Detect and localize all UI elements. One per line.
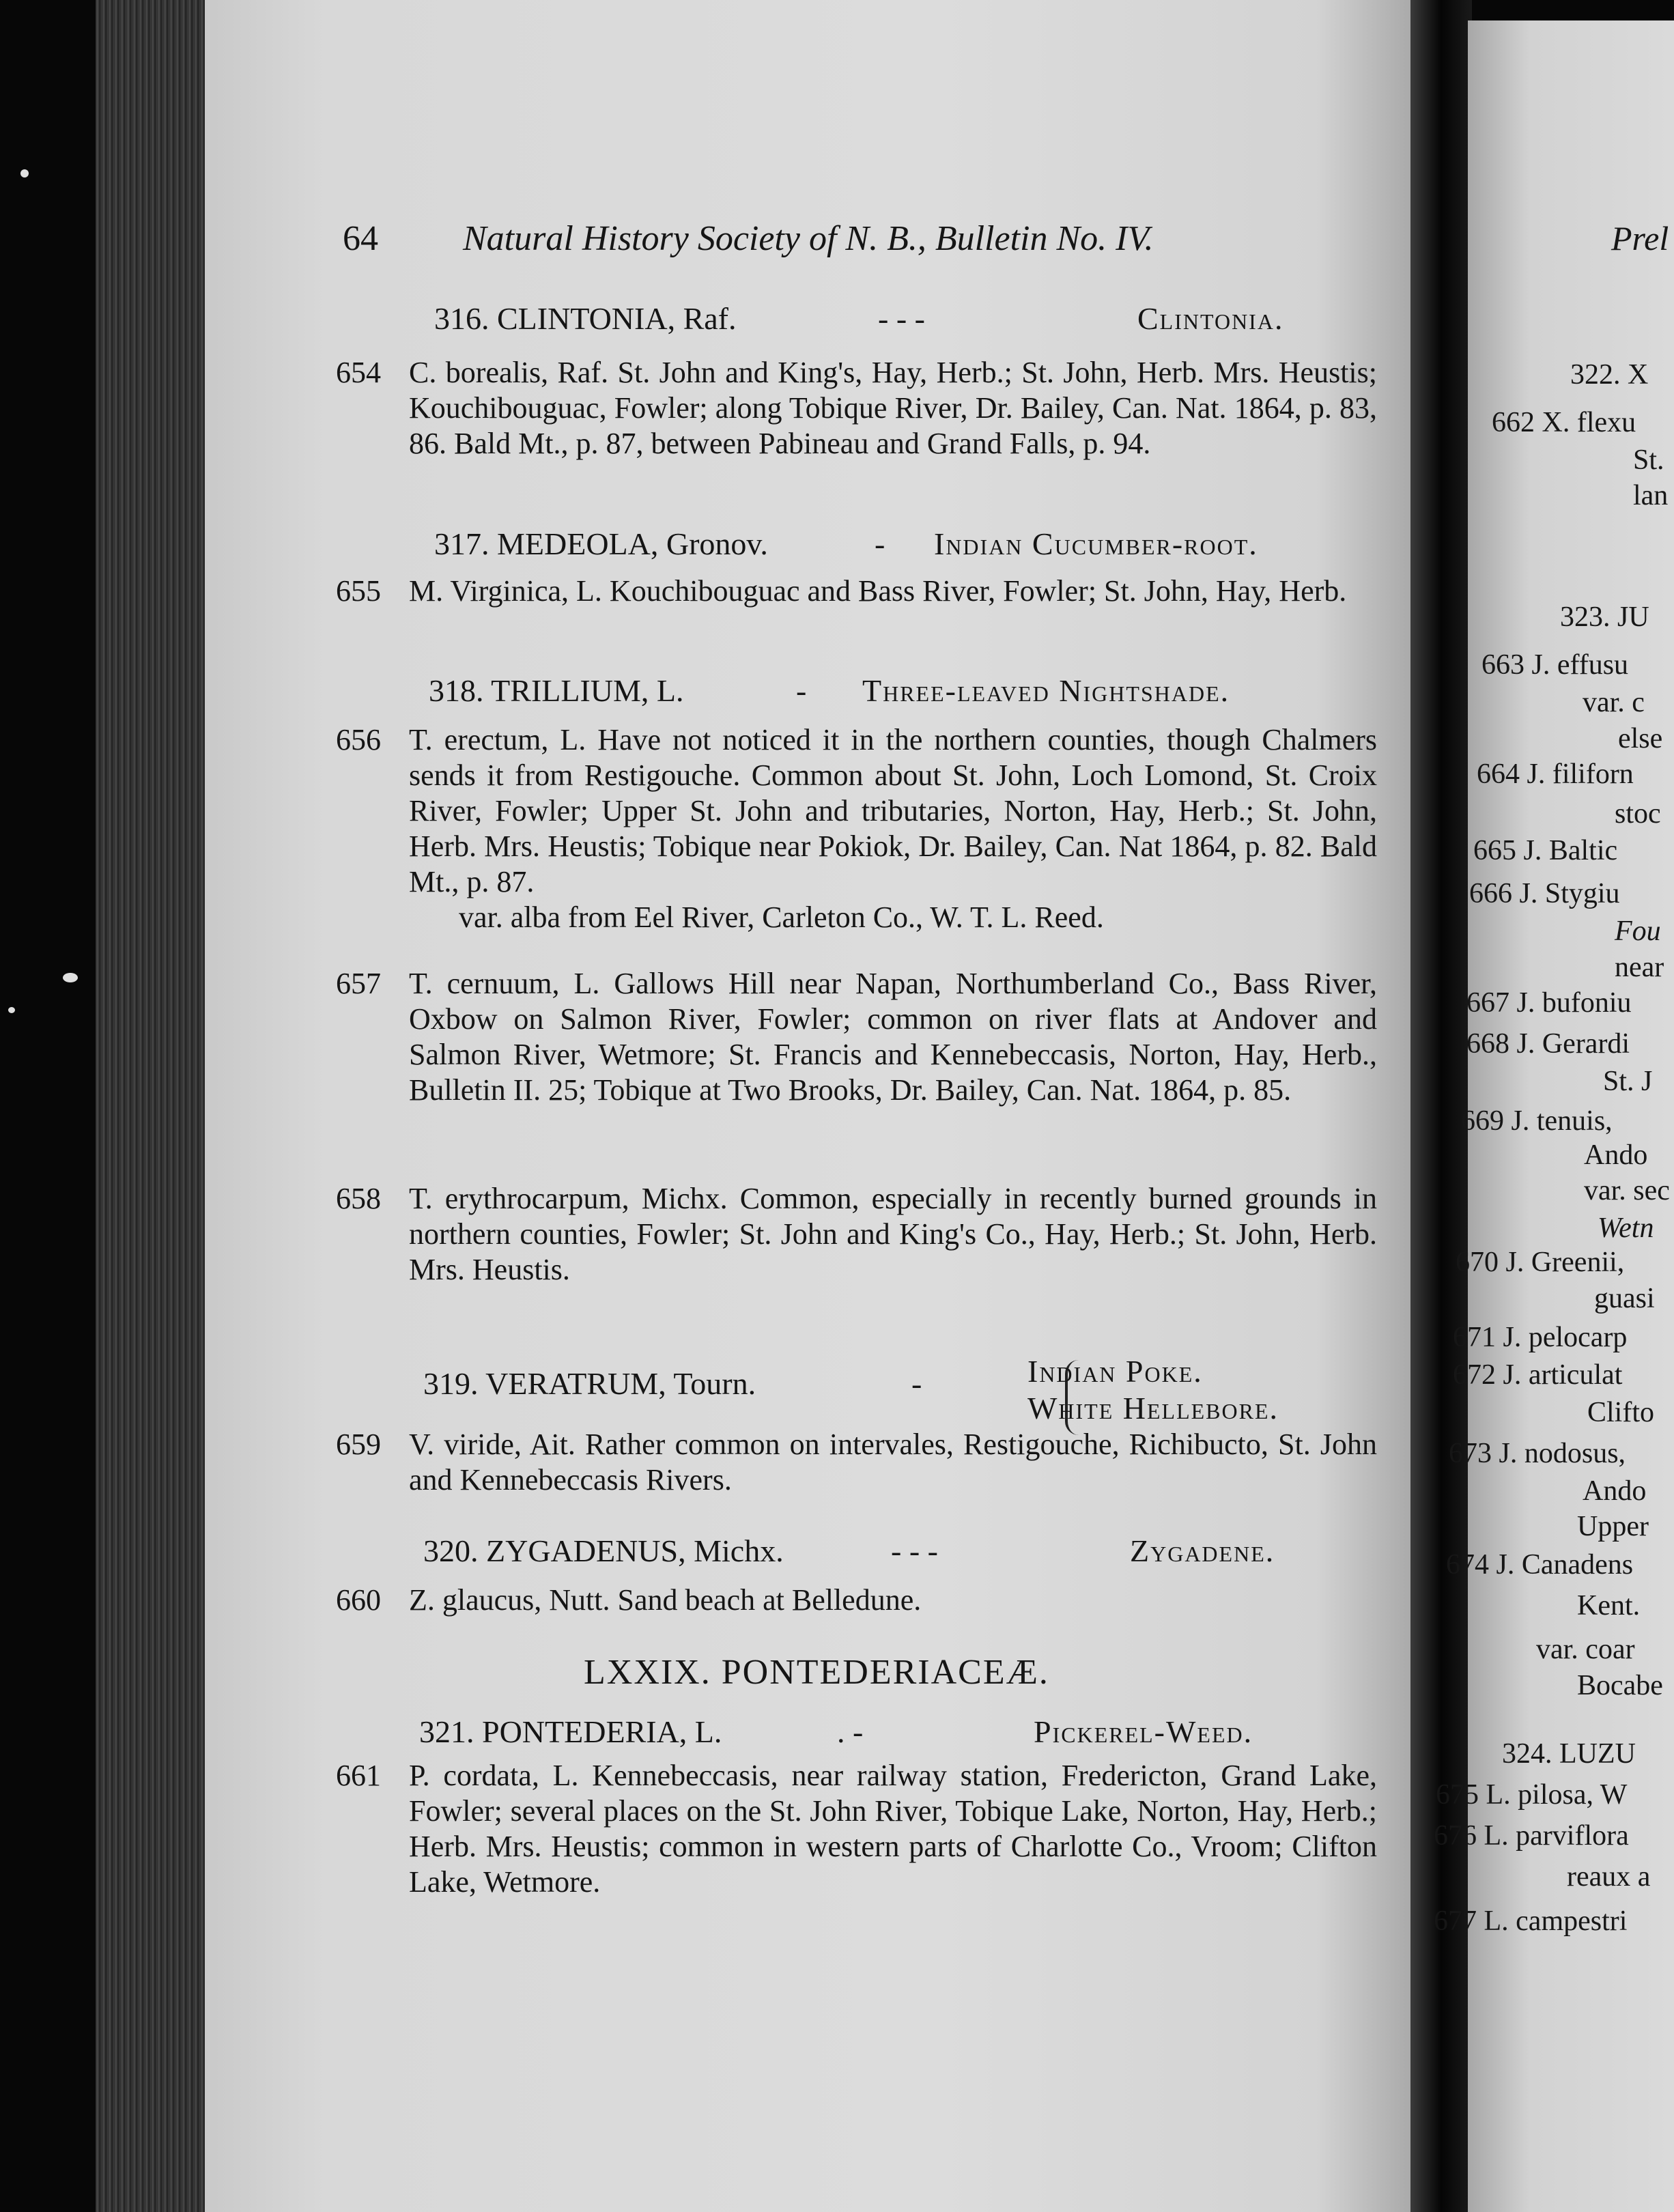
right-running-head: Prel [1611, 219, 1669, 257]
right-fragment: else [1618, 723, 1663, 754]
variety-note: var. alba from Eel River, Carleton Co., W. T. L. Reed. [459, 901, 1104, 934]
entry-number: 660 [336, 1583, 381, 1617]
genus-common-name: Clintonia. [1137, 301, 1284, 336]
entry-number: 655 [336, 574, 381, 608]
right-fragment: Bocabe [1577, 1670, 1663, 1701]
entry-number: 659 [336, 1428, 381, 1461]
right-fragment: St. J [1603, 1066, 1653, 1097]
right-fragment: Wetn [1598, 1213, 1654, 1244]
entry-text: T. cernuum, L. Gallows Hill near Napan, Northumberland Co., Bass River, Oxbow on Salmon River, Fowler; common on river flats at Andover and Salmon River, Wetmore; St. Francis and Kennebeccasis, Norton, Hay, Herb., Bulletin II. 25; Tobique at Two Brooks, Dr. Bailey, Can. Nat. 1864, p. 85. [409, 967, 1377, 1107]
species-entry [336, 966, 1377, 1108]
family-heading: LXXIX. PONTEDERIACEÆ. [584, 1653, 1049, 1692]
entry-text: V. viride, Ait. Rather common on intervales, Restigouche, Richibucto, St. John and Kennebeccasis Rivers. [409, 1428, 1377, 1497]
right-fragment: Ando [1583, 1475, 1647, 1507]
right-fragment: St. [1633, 444, 1664, 476]
entry-text: Z. glaucus, Nutt. Sand beach at Belledune. [409, 1583, 922, 1617]
genus-common-name: Indian Poke. [1027, 1354, 1203, 1389]
genus-name: 321. PONTEDERIA, L. [419, 1714, 722, 1749]
species-entry [336, 1427, 1377, 1498]
right-fragment: 677 L. campestri [1434, 1905, 1628, 1937]
right-fragment: 668 J. Gerardi [1466, 1028, 1630, 1060]
entry-number: 661 [336, 1759, 381, 1792]
entry-number: 656 [336, 723, 381, 756]
scan-mark [20, 169, 29, 178]
right-fragment: 667 J. bufoniu [1466, 987, 1632, 1019]
species-entry [336, 573, 1377, 609]
right-fragment: stoc [1615, 798, 1661, 830]
genus-dashes: - - - [878, 301, 925, 336]
right-fragment: 664 J. filiforn [1477, 758, 1634, 790]
right-fragment: 675 L. pilosa, W [1436, 1779, 1628, 1811]
right-fragment: Ando [1584, 1139, 1648, 1171]
species-entry [336, 355, 1377, 462]
right-fragment: var. sec [1584, 1175, 1670, 1206]
right-fragment: 324. LUZU [1502, 1738, 1636, 1770]
right-fragment: 674 J. Canadens [1446, 1549, 1634, 1580]
genus-heading [434, 300, 1284, 337]
genus-name: 317. MEDEOLA, Gronov. [434, 526, 768, 561]
species-entry [336, 1583, 1377, 1618]
genus-dashes: - [875, 526, 885, 561]
genus-common-name: Three-leaved Nightshade. [862, 673, 1230, 708]
right-fragment: 676 L. parviflora [1434, 1820, 1629, 1852]
entry-text: C. borealis, Raf. St. John and King's, Hay, Herb.; St. John, Herb. Mrs. Heustis; Kouchibouguac, Fowler; along Tobique River, Dr. Bailey, Can. Nat. 1864, p. 83, 86. Bald Mt., p. 87, between Pabineau and Grand Falls, p. 94. [409, 356, 1377, 460]
scan-mark [63, 973, 78, 982]
right-fragment: var. c [1583, 687, 1645, 718]
entry-text: T. erectum, L. Have not noticed it in the northern counties, though Chalmers sends it from Restigouche. Common about St. John, Loch Lomond, St. Croix River, Fowler; Upper St. John and tributaries, Norton, Hay, Herb.; St. John, Herb. Mrs. Heustis; Tobique near Pokiok, Dr. Bailey, Can. Nat 1864, p. 82. Bald Mt., p. 87. [409, 723, 1377, 898]
right-fragment: 662 X. flexu [1492, 407, 1636, 438]
page-number: 64 [343, 219, 378, 258]
genus-common-name: Indian Cucumber-root. [934, 526, 1258, 561]
book-page-edges [96, 0, 212, 2212]
genus-heading [419, 1714, 1253, 1750]
genus-dashes: - [796, 673, 807, 708]
genus-heading [429, 672, 1230, 709]
right-fragment: Clifto [1587, 1397, 1655, 1428]
right-fragment: Fou [1615, 916, 1661, 947]
entry-number: 658 [336, 1182, 381, 1215]
right-fragment: 671 J. pelocarp [1453, 1322, 1628, 1353]
right-fragment: Upper [1577, 1511, 1649, 1542]
genus-name: 319. VERATRUM, Tourn. [423, 1366, 756, 1401]
right-fragment: var. coar [1536, 1634, 1635, 1665]
genus-common-name: White Hellebore. [1027, 1391, 1279, 1426]
genus-dashes: - [911, 1366, 922, 1401]
right-fragment: 672 J. articulat [1453, 1359, 1623, 1391]
right-fragment: 323. JU [1560, 601, 1649, 633]
entry-text: P. cordata, L. Kennebeccasis, near railway station, Fredericton, Grand Lake, Fowler; several places on the St. John River, Tobique Lake, Norton, Hay, Herb.; Herb. Mrs. Heustis; common in western parts of Charlotte Co., Vroom; Clifton Lake, Wetmore. [409, 1759, 1377, 1899]
genus-dashes: - - - [891, 1533, 938, 1568]
species-entry [336, 1181, 1377, 1288]
right-fragment: lan [1633, 480, 1669, 511]
entry-number: 654 [336, 356, 381, 389]
right-fragment: 663 J. effusu [1481, 649, 1629, 681]
right-fragment: Kent. [1577, 1590, 1641, 1621]
right-fragment: 673 J. nodosus, [1449, 1438, 1626, 1469]
entry-text: M. Virginica, L. Kouchibouguac and Bass River, Fowler; St. John, Hay, Herb. [409, 574, 1347, 608]
genus-name: 318. TRILLIUM, L. [429, 673, 684, 708]
genus-common-name: Pickerel-Weed. [1034, 1714, 1253, 1749]
genus-heading [434, 526, 1258, 562]
species-entry [336, 722, 1377, 935]
right-fragment: guasi [1594, 1283, 1655, 1314]
genus-heading [423, 1354, 1279, 1426]
species-entry [336, 1758, 1377, 1900]
right-fragment: 670 J. Greenii, [1456, 1247, 1625, 1278]
right-fragment: 669 J. tenuis, [1461, 1105, 1613, 1137]
scan-mark [8, 1007, 15, 1013]
genus-dashes: . - [837, 1714, 864, 1749]
right-fragment: 665 J. Baltic [1473, 835, 1618, 866]
right-fragment: near [1615, 952, 1664, 983]
genus-common-name: Zygadene. [1130, 1533, 1275, 1568]
right-fragment: reaux a [1567, 1861, 1651, 1892]
genus-heading [423, 1533, 1275, 1569]
entry-text: T. erythrocarpum, Michx. Common, especially in recently burned grounds in northern counties, Fowler; St. John and King's Co., Hay, Herb.; St. John, Herb. Mrs. Heustis. [409, 1182, 1377, 1286]
entry-number: 657 [336, 967, 381, 1000]
genus-name: 320. ZYGADENUS, Michx. [423, 1533, 784, 1568]
right-fragment: 666 J. Stygiu [1469, 878, 1620, 909]
genus-name: 316. CLINTONIA, Raf. [434, 301, 737, 336]
right-fragment: 322. X [1570, 359, 1649, 391]
running-head-title: Natural History Society of N. B., Bulletin No. IV. [463, 219, 1154, 258]
